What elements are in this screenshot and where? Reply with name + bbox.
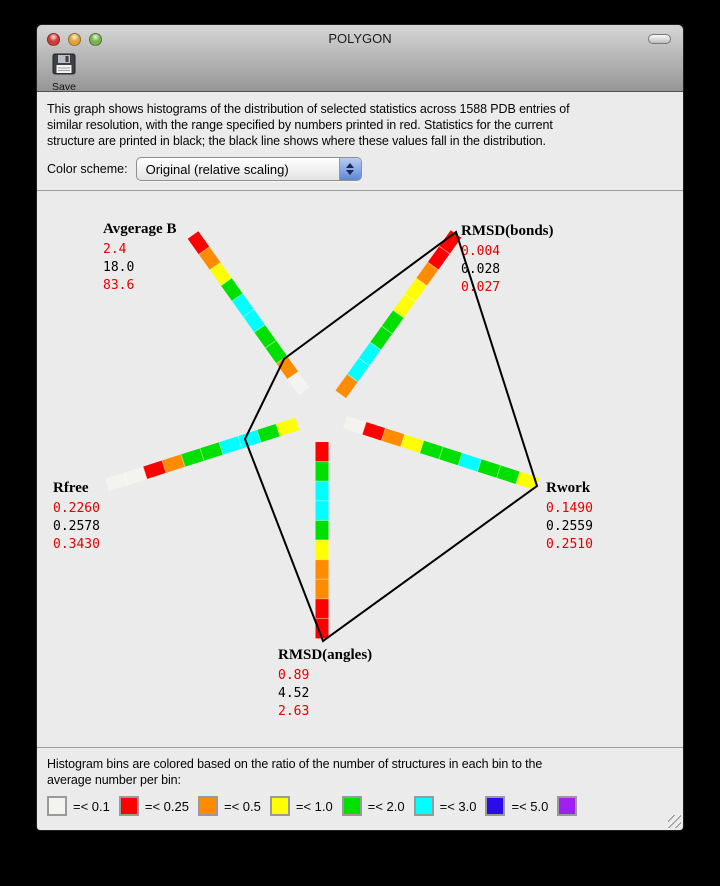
save-button-label: Save — [52, 81, 76, 93]
histogram-bin — [316, 560, 329, 580]
close-button-icon[interactable] — [47, 33, 60, 46]
histogram-bin — [316, 501, 329, 521]
legend-bin-label: =< 0.5 — [223, 798, 261, 814]
legend-row — [47, 796, 673, 816]
histogram-bin — [316, 540, 329, 560]
axis-value: 0.2510 — [546, 537, 593, 552]
histogram-arm — [188, 231, 310, 395]
histogram-bin — [316, 599, 329, 619]
window-title: POLYGON — [328, 31, 392, 46]
axis-value: 0.027 — [461, 280, 501, 295]
histogram-bin — [316, 520, 329, 540]
up-arrow-icon — [346, 163, 354, 168]
histogram-bin — [316, 442, 329, 462]
zoom-button-icon[interactable] — [89, 33, 102, 46]
axis-title: Avgerage B — [103, 221, 177, 237]
color-scheme-selected-value: Original (relative scaling) — [145, 161, 289, 177]
axis-value: 4.52 — [278, 686, 310, 701]
axis-value: 2.4 — [103, 242, 127, 257]
legend-item — [342, 796, 405, 816]
axis-title: RMSD(bonds) — [461, 223, 554, 239]
axis-value: 18.0 — [103, 260, 135, 275]
axis-title: Rfree — [53, 480, 89, 496]
save-button[interactable] — [47, 53, 81, 93]
description-line-3: structure are printed in black; the black line shows where these values fall in the distribution. — [47, 134, 546, 148]
legend-swatch-icon — [47, 796, 67, 816]
legend-bin-label: =< 0.25 — [144, 798, 189, 814]
legend-item — [414, 796, 477, 816]
axis-value: 0.2260 — [53, 501, 100, 516]
histogram-arm — [343, 416, 539, 490]
color-scheme-dropdown[interactable] — [136, 157, 362, 181]
axis-title: Rwork — [546, 480, 591, 496]
color-scheme-row — [47, 157, 673, 190]
axis-value: 0.028 — [461, 262, 501, 277]
histogram-bin — [316, 481, 329, 501]
resize-grip-icon[interactable] — [668, 815, 681, 828]
axis-value: 0.1490 — [546, 501, 593, 516]
polygon-chart — [37, 191, 683, 747]
histogram-arm — [105, 418, 299, 492]
legend-item — [198, 796, 261, 816]
description-panel — [37, 92, 683, 190]
legend-swatch-icon — [270, 796, 290, 816]
legend-bin-label: =< 3.0 — [439, 798, 477, 814]
legend-bin-label: =< 2.0 — [367, 798, 405, 814]
legend-bin-label: =< 5.0 — [511, 798, 549, 814]
legend-bin-label: =< 0.1 — [73, 798, 110, 814]
toolbar-toggle-button[interactable] — [648, 34, 671, 44]
save-floppy-icon — [52, 53, 76, 80]
footer-line-1: Histogram bins are colored based on the ratio of the number of structures in each bin to the — [47, 757, 543, 771]
legend-swatch-icon — [119, 796, 139, 816]
plot-panel — [37, 190, 683, 748]
legend-swatch-icon — [485, 796, 505, 816]
color-scheme-label: Color scheme: — [47, 162, 128, 176]
down-arrow-icon — [346, 170, 354, 175]
axis-value: 0.89 — [278, 668, 310, 683]
legend-swatch-icon — [198, 796, 218, 816]
footer-panel — [37, 748, 683, 830]
axis-value: 83.6 — [103, 278, 135, 293]
window-header — [37, 25, 683, 92]
legend-swatch-icon — [557, 796, 577, 816]
description-line-1: This graph shows histograms of the distribution of selected statistics across 1588 PDB entries of — [47, 102, 570, 116]
legend-item — [485, 796, 548, 816]
legend-item — [557, 796, 577, 816]
legend-item — [119, 796, 189, 816]
axis-value: 0.2578 — [53, 519, 100, 534]
axis-value: 2.63 — [278, 704, 310, 719]
legend-item — [47, 796, 110, 816]
legend-bin-label: =< 1.0 — [295, 798, 333, 814]
polygon-window — [36, 24, 684, 831]
titlebar[interactable] — [37, 25, 683, 53]
minimize-button-icon[interactable] — [68, 33, 81, 46]
axis-value: 0.2559 — [546, 519, 593, 534]
legend-item — [270, 796, 333, 816]
histogram-bin — [316, 462, 329, 482]
axis-value: 0.3430 — [53, 537, 100, 552]
axis-title: RMSD(angles) — [278, 647, 373, 663]
legend-swatch-icon — [414, 796, 434, 816]
dropdown-stepper-icon — [339, 158, 361, 180]
toolbar — [37, 53, 683, 91]
axis-value: 0.004 — [461, 244, 501, 259]
histogram-bin — [316, 579, 329, 599]
footer-line-2: average number per bin: — [47, 773, 181, 787]
histogram-arm — [335, 230, 461, 398]
traffic-lights — [47, 33, 102, 46]
histogram-arm — [316, 442, 329, 638]
description-line-2: similar resolution, with the range specified by numbers printed in red. Statistics for the current — [47, 118, 553, 132]
legend-swatch-icon — [342, 796, 362, 816]
